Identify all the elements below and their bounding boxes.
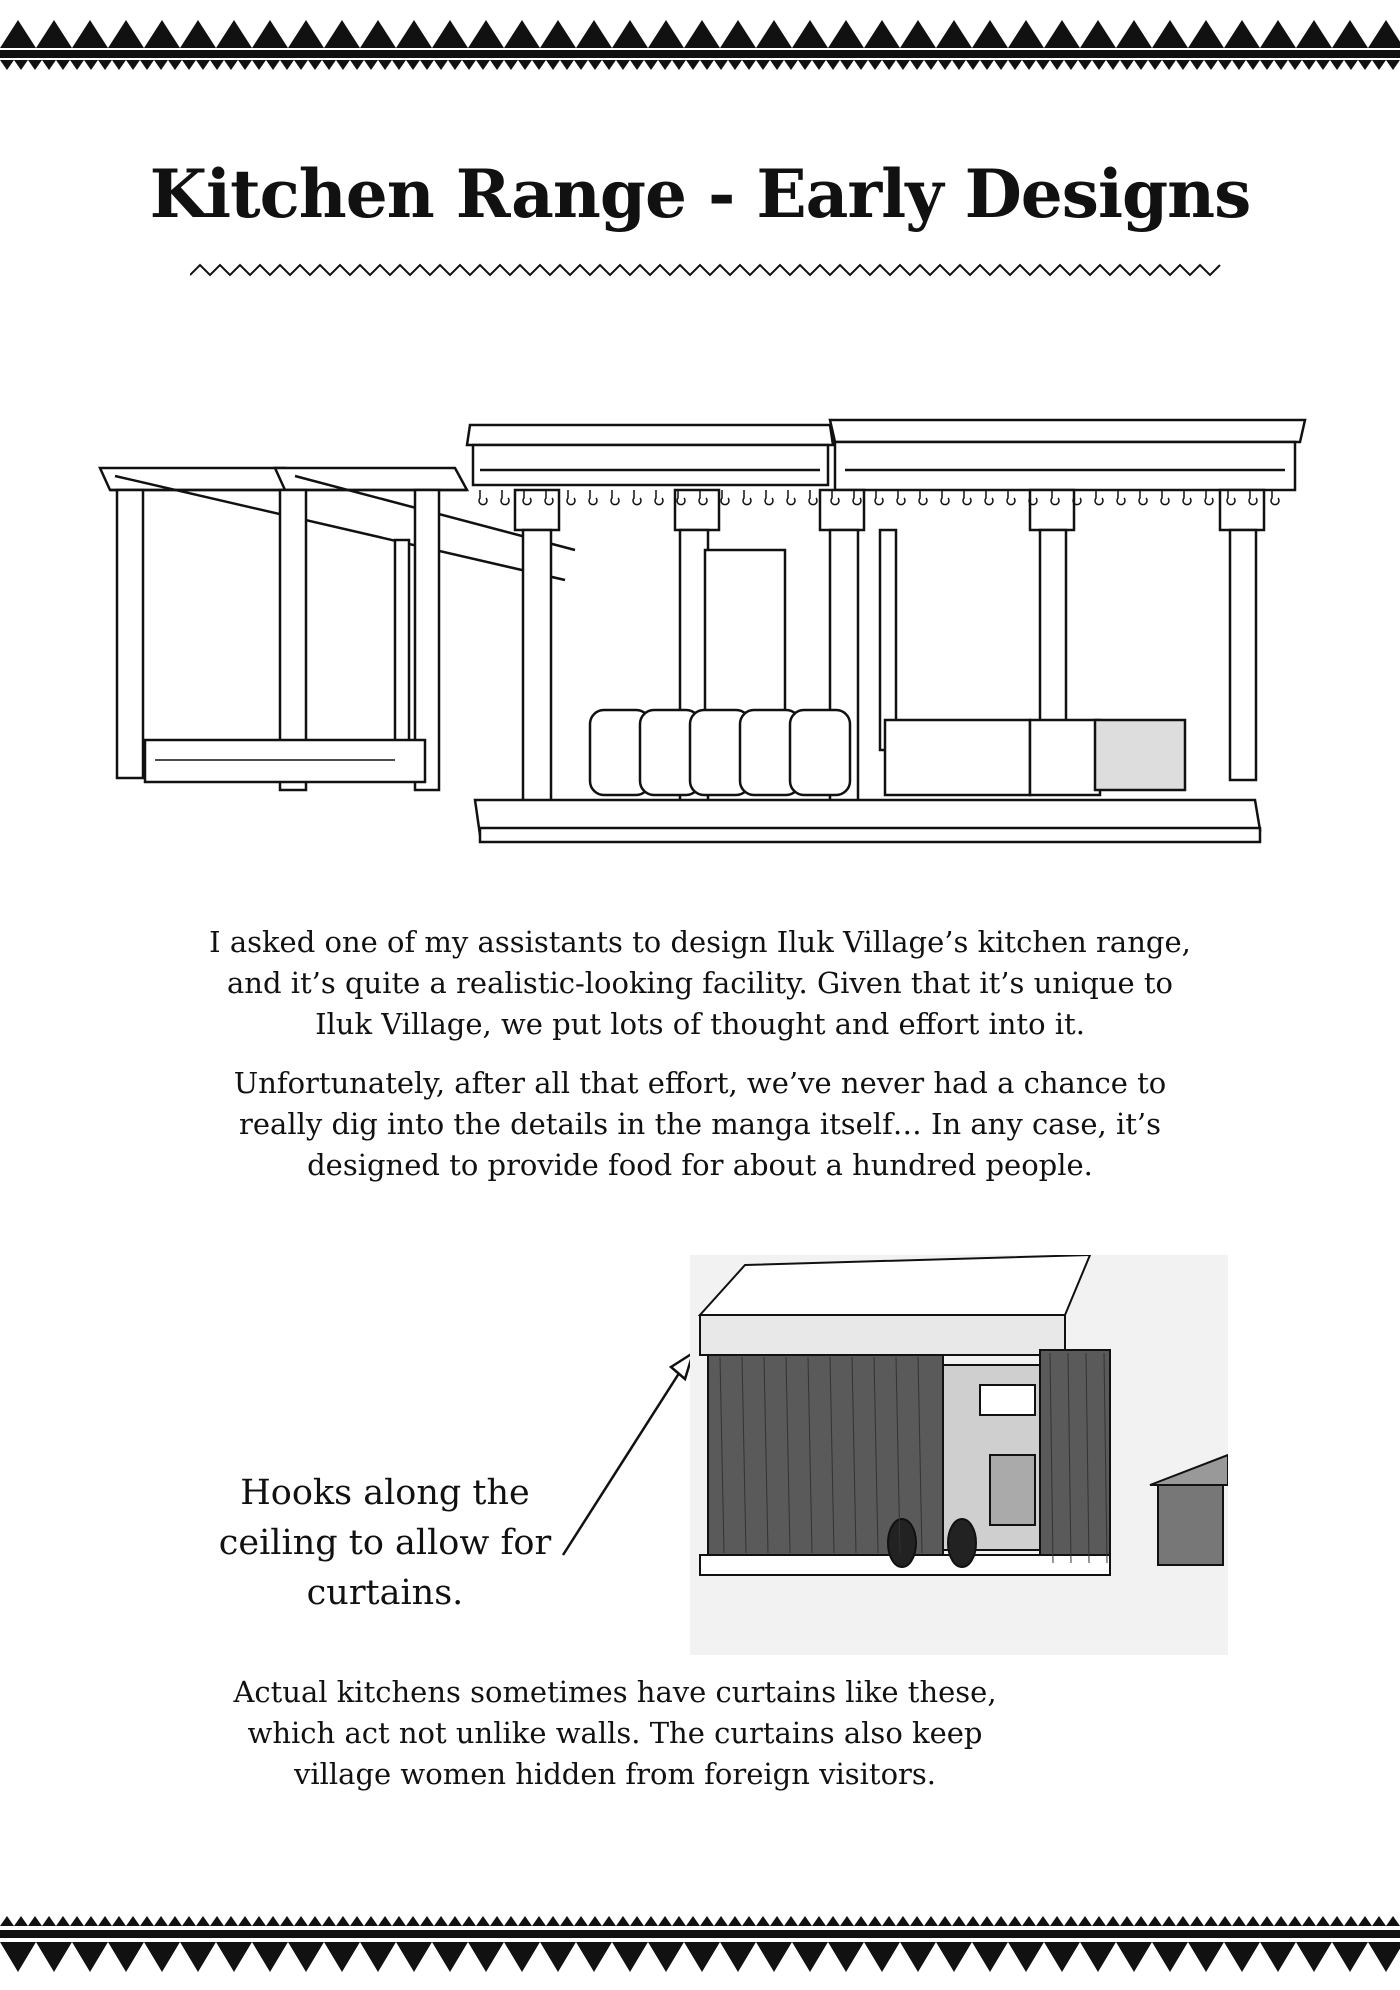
title-underline [190,262,1225,278]
curtains-caption: Actual kitchens sometimes have curtains like these, which act not unlike walls. The curtains also keep village women hidden from foreign visitors. [233,1675,997,1791]
paragraph-2: Unfortunately, after all that effort, we’ve never had a chance to really dig into the details in the manga itself… In any case, it’s designed to provide food for about a hundred people. [233,1066,1167,1182]
curtain-kitchen-illustration [690,1255,1228,1655]
page-title: Kitchen Range - Early Designs [149,155,1251,233]
arrow-icon [555,1345,705,1565]
kitchen-range-illustration [95,410,1310,855]
paragraph-1: I asked one of my assistants to design Iluk Village’s kitchen range, and it’s quite a realistic-looking facility. Given that it’s unique to Iluk Village, we put lots of thought and effort into it. [209,925,1191,1041]
bottom-border [0,1912,1400,1990]
hooks-callout: Hooks along the ceiling to allow for curtains. [218,1473,552,1613]
top-border [0,0,1400,76]
